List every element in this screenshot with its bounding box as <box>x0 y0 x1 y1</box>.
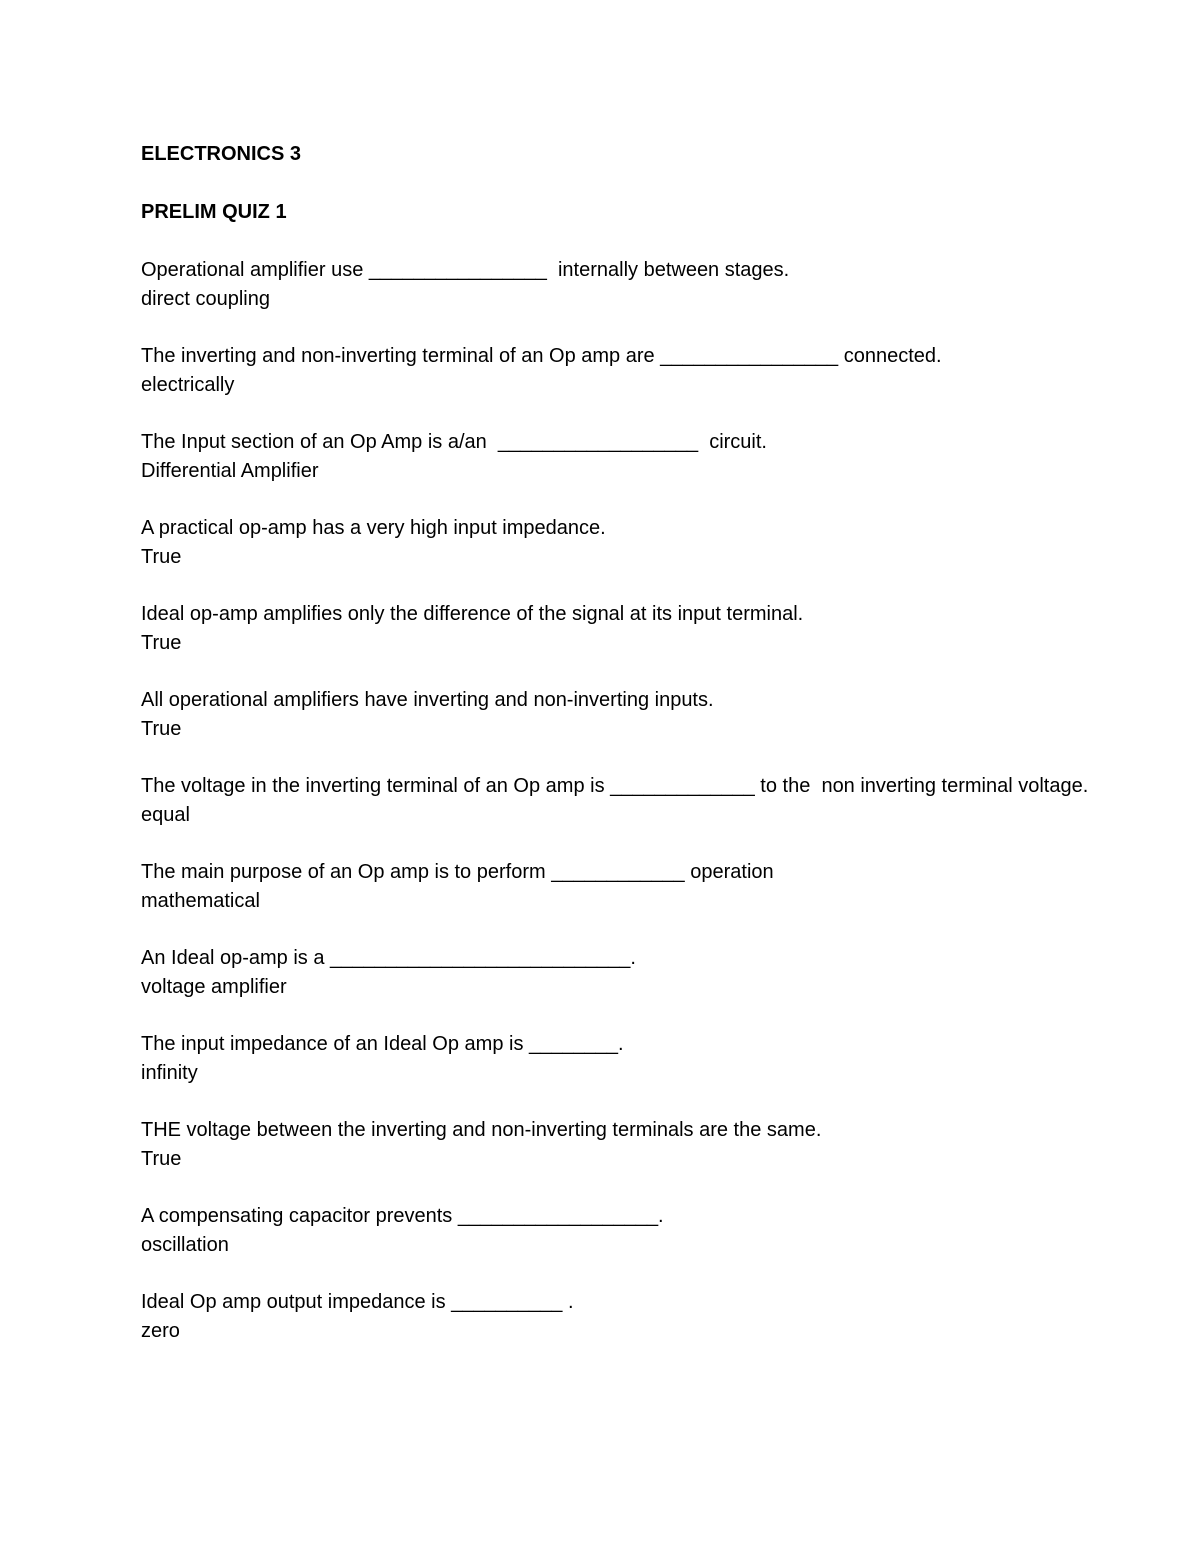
question-text: Ideal op-amp amplifies only the difference of the signal at its input terminal. <box>141 603 804 625</box>
answer-text: True <box>141 631 182 654</box>
question-text: An Ideal op-amp is a ___________________________. <box>141 947 636 969</box>
document-title: ELECTRONICS 3 <box>141 143 302 165</box>
question-text: The Input section of an Op Amp is a/an __________________ circuit. <box>141 431 767 453</box>
answer-text: Differential Amplifier <box>141 459 319 482</box>
question-item <box>141 514 1101 571</box>
question-item <box>141 772 1101 829</box>
question-item <box>141 1202 1101 1259</box>
question-text: The voltage in the inverting terminal of an Op amp is _____________ to the non inverting terminal voltage. <box>141 775 1089 797</box>
question-item <box>141 1116 1101 1173</box>
answer-text: mathematical <box>141 889 260 912</box>
answer-text: True <box>141 545 182 568</box>
document-page <box>141 140 1101 1345</box>
question-item <box>141 858 1101 915</box>
answer-text: True <box>141 1147 182 1170</box>
question-text: Operational amplifier use ________________ internally between stages. <box>141 259 790 281</box>
answer-text: voltage amplifier <box>141 975 287 998</box>
answer-text: direct coupling <box>141 287 270 310</box>
question-text: Ideal Op amp output impedance is __________ . <box>141 1291 574 1313</box>
question-item <box>141 428 1101 485</box>
question-item <box>141 1288 1101 1345</box>
question-item <box>141 686 1101 743</box>
question-text: THE voltage between the inverting and non-inverting terminals are the same. <box>141 1119 822 1141</box>
answer-text: infinity <box>141 1061 198 1084</box>
question-item <box>141 256 1101 313</box>
question-item <box>141 342 1101 399</box>
answer-text: oscillation <box>141 1233 229 1256</box>
answer-text: True <box>141 717 182 740</box>
question-item <box>141 600 1101 657</box>
question-item <box>141 944 1101 1001</box>
question-text: A practical op-amp has a very high input impedance. <box>141 517 606 539</box>
question-text: The input impedance of an Ideal Op amp is ________. <box>141 1033 624 1055</box>
answer-text: electrically <box>141 373 235 396</box>
quiz-title: PRELIM QUIZ 1 <box>141 201 287 223</box>
answer-text: equal <box>141 803 190 826</box>
question-text: All operational amplifiers have inverting and non-inverting inputs. <box>141 689 714 711</box>
answer-text: zero <box>141 1319 180 1342</box>
question-text: The main purpose of an Op amp is to perform ____________ operation <box>141 861 774 883</box>
question-item <box>141 1030 1101 1087</box>
question-text: The inverting and non-inverting terminal of an Op amp are ________________ connected. <box>141 345 942 367</box>
question-text: A compensating capacitor prevents __________________. <box>141 1205 664 1227</box>
question-list <box>141 256 1101 1345</box>
